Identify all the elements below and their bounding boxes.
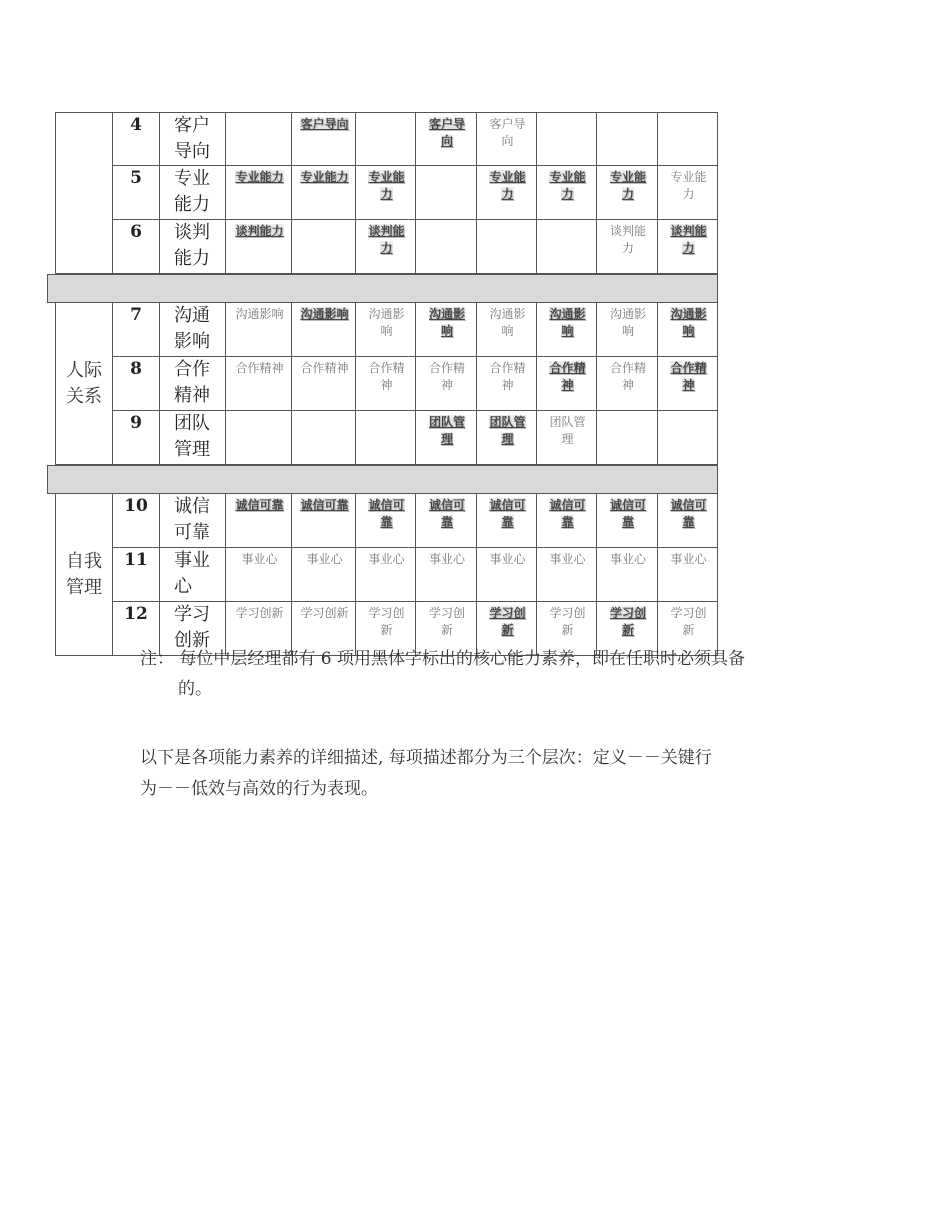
- core-competency-text: 诚信可靠: [549, 498, 586, 529]
- competency-text: 事业心: [368, 552, 405, 566]
- table-cell: [477, 548, 537, 602]
- row-number: 10: [113, 494, 160, 548]
- competency-text: 事业心: [241, 552, 278, 566]
- core-competency-text: 客户导向: [300, 117, 349, 131]
- competency-name: 客户导向: [160, 112, 226, 166]
- table-cell: [292, 112, 356, 166]
- core-competency-text: 诚信可靠: [235, 498, 284, 512]
- table-cell: [658, 303, 718, 357]
- table-cell: [477, 494, 537, 548]
- core-competency-text: 专业能力: [489, 170, 526, 201]
- competency-name: 合作精神: [160, 357, 226, 411]
- table-cell: [356, 112, 416, 166]
- table-cell: [597, 494, 658, 548]
- competency-name: 诚信可靠: [160, 494, 226, 548]
- competency-name: 沟通影响: [160, 303, 226, 357]
- row-number: 4: [113, 112, 160, 166]
- table-cell: [226, 411, 292, 465]
- competency-text: 合作精神: [300, 361, 349, 375]
- core-competency-text: 谈判能力: [235, 224, 284, 238]
- core-competency-text: 专业能力: [235, 170, 284, 184]
- table-cell: [356, 220, 416, 274]
- category-cell: [55, 303, 113, 465]
- competency-text: 合作精神: [235, 361, 284, 375]
- core-competency-text: 诚信可靠: [368, 498, 405, 529]
- table-cell: [356, 166, 416, 220]
- category-label: 自我管理: [66, 550, 102, 598]
- table-cell: [537, 112, 597, 166]
- table-cell: [537, 411, 597, 465]
- core-competency-text: 合作精神: [670, 361, 707, 392]
- core-competency-text: 团队管理: [428, 415, 465, 446]
- competency-text: 学习创新: [300, 606, 349, 620]
- table-cell: [416, 112, 477, 166]
- table-cell: [658, 494, 718, 548]
- table-cell: [597, 112, 658, 166]
- note-line-2: 的。: [178, 679, 212, 699]
- section-separator: [47, 274, 718, 303]
- core-competency-text: 诚信可靠: [300, 498, 349, 512]
- table-cell: [537, 303, 597, 357]
- competency-text: 专业能力: [670, 170, 707, 201]
- table-cell: [537, 494, 597, 548]
- table-note: [140, 644, 810, 704]
- core-competency-text: 沟通影响: [549, 307, 586, 338]
- competency-text: 学习创新: [549, 606, 586, 637]
- core-competency-text: 学习创新: [489, 606, 526, 637]
- table-cell: [292, 494, 356, 548]
- table-cell: [356, 494, 416, 548]
- description-paragraph: [140, 743, 780, 805]
- table-cell: [477, 357, 537, 411]
- competency-text: 事业心: [306, 552, 343, 566]
- competency-text: 沟通影响: [368, 307, 405, 338]
- core-competency-text: 专业能力: [549, 170, 586, 201]
- table-cell: [477, 303, 537, 357]
- table-cell: [416, 411, 477, 465]
- table-cell: [537, 357, 597, 411]
- row-number: 7: [113, 303, 160, 357]
- table-cell: [226, 357, 292, 411]
- core-competency-text: 专业能力: [609, 170, 646, 201]
- competency-text: 合作精神: [489, 361, 526, 392]
- competency-text: 合作精神: [428, 361, 465, 392]
- row-number: 6: [113, 220, 160, 274]
- table-cell: [416, 166, 477, 220]
- table-cell: [537, 548, 597, 602]
- table-cell: [597, 220, 658, 274]
- table-cell: [226, 112, 292, 166]
- category-cell: [55, 112, 113, 274]
- table-cell: [537, 166, 597, 220]
- table-cell: [597, 303, 658, 357]
- table-cell: [658, 166, 718, 220]
- table-cell: [658, 548, 718, 602]
- competency-text: 事业心: [549, 552, 586, 566]
- table-cell: [226, 303, 292, 357]
- core-competency-text: 专业能力: [300, 170, 349, 184]
- table-cell: [416, 303, 477, 357]
- core-competency-text: 谈判能力: [670, 224, 707, 255]
- table-cell: [658, 357, 718, 411]
- competency-text: 事业心: [670, 552, 707, 566]
- table-cell: [477, 220, 537, 274]
- table-cell: [356, 548, 416, 602]
- table-cell: [226, 220, 292, 274]
- table-cell: [226, 494, 292, 548]
- competency-text: 合作精神: [368, 361, 405, 392]
- paragraph-line-1: 以下是各项能力素养的详细描述, 每项描述都分为三个层次：定义－－关键行: [140, 748, 712, 768]
- row-number: 8: [113, 357, 160, 411]
- row-number: 11: [113, 548, 160, 602]
- competency-name: 学习创新: [160, 602, 226, 656]
- category-cell: [55, 494, 113, 656]
- competency-text: 事业心: [428, 552, 465, 566]
- table-cell: [597, 357, 658, 411]
- row-number: 9: [113, 411, 160, 465]
- competency-text: 事业心: [489, 552, 526, 566]
- table-cell: [416, 220, 477, 274]
- competency-text: 事业心: [609, 552, 646, 566]
- row-number: 5: [113, 166, 160, 220]
- core-competency-text: 诚信可靠: [428, 498, 465, 529]
- core-competency-text: 客户导向: [428, 117, 465, 148]
- table-cell: [477, 112, 537, 166]
- core-competency-text: 合作精神: [549, 361, 586, 392]
- core-competency-text: 沟通影响: [428, 307, 465, 338]
- competency-text: 学习创新: [670, 606, 707, 637]
- core-competency-text: 诚信可靠: [489, 498, 526, 529]
- row-number: 12: [113, 602, 160, 656]
- table-cell: [292, 220, 356, 274]
- table-cell: [658, 112, 718, 166]
- table-cell: [416, 494, 477, 548]
- competency-text: 学习创新: [235, 606, 284, 620]
- table-cell: [356, 357, 416, 411]
- note-line-1: 注： 每位中层经理都有 6 项用黑体字标出的核心能力素养，即在任职时必须具备: [140, 649, 746, 669]
- competency-name: 谈判能力: [160, 220, 226, 274]
- table-cell: [477, 166, 537, 220]
- table-cell: [658, 220, 718, 274]
- competency-text: 学习创新: [368, 606, 405, 637]
- competency-text: 学习创新: [428, 606, 465, 637]
- table-cell: [292, 303, 356, 357]
- table-cell: [597, 166, 658, 220]
- table-cell: [597, 411, 658, 465]
- core-competency-text: 专业能力: [368, 170, 405, 201]
- competency-text: 合作精神: [609, 361, 646, 392]
- section-separator: [47, 465, 718, 494]
- table-cell: [597, 548, 658, 602]
- table-cell: [292, 166, 356, 220]
- core-competency-text: 谈判能力: [368, 224, 405, 255]
- table-cell: [658, 411, 718, 465]
- table-cell: [292, 548, 356, 602]
- competency-text: 谈判能力: [609, 224, 646, 255]
- table-cell: [292, 357, 356, 411]
- competency-name: 事业心: [160, 548, 226, 602]
- competency-table: [47, 112, 718, 656]
- core-competency-text: 沟通影响: [300, 307, 349, 321]
- table-cell: [226, 166, 292, 220]
- competency-text: 团队管理: [549, 415, 586, 446]
- paragraph-line-2: 为－－低效与高效的行为表现。: [140, 779, 378, 799]
- table-cell: [477, 411, 537, 465]
- core-competency-text: 团队管理: [489, 415, 526, 446]
- competency-text: 沟通影响: [489, 307, 526, 338]
- table-cell: [537, 220, 597, 274]
- table-cell: [226, 548, 292, 602]
- core-competency-text: 诚信可靠: [670, 498, 707, 529]
- core-competency-text: 沟通影响: [670, 307, 707, 338]
- category-label: 人际关系: [66, 359, 102, 407]
- table-cell: [416, 357, 477, 411]
- table-cell: [416, 548, 477, 602]
- competency-name: 专业能力: [160, 166, 226, 220]
- competency-text: 客户导向: [489, 117, 526, 148]
- competency-text: 沟通影响: [609, 307, 646, 338]
- table-cell: [356, 411, 416, 465]
- table-cell: [356, 303, 416, 357]
- competency-name: 团队管理: [160, 411, 226, 465]
- core-competency-text: 诚信可靠: [609, 498, 646, 529]
- core-competency-text: 学习创新: [609, 606, 646, 637]
- table-cell: [292, 411, 356, 465]
- competency-text: 沟通影响: [235, 307, 284, 321]
